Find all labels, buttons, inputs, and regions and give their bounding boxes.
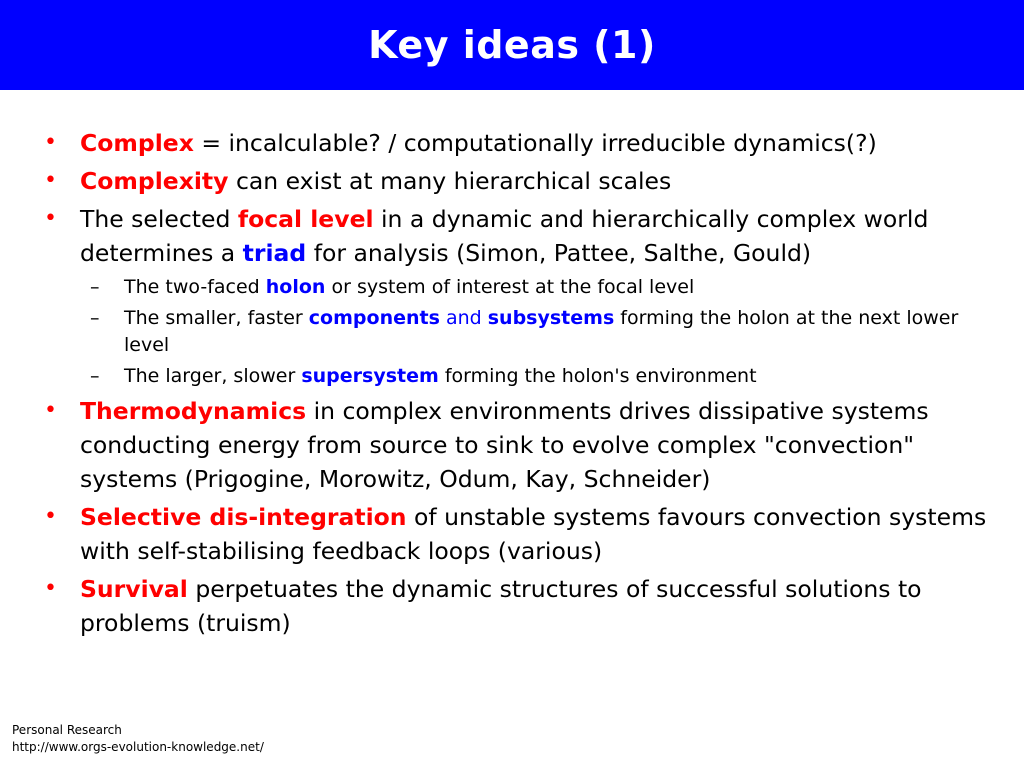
keyword-selective-dis-integration: Selective dis-integration <box>80 503 407 531</box>
keyword-holon: holon <box>265 276 326 298</box>
bullet-item-complexity <box>44 164 1004 198</box>
bullet-text: The selected <box>80 205 238 233</box>
footer-url: http://www.orgs-evolution-knowledge.net/ <box>12 740 264 754</box>
sub-item-holon <box>90 274 1004 301</box>
bullet-item-focal-level <box>44 202 1004 270</box>
keyword-complex: Complex <box>80 129 194 157</box>
sub-item-text: forming the holon at the next lower level <box>124 307 959 356</box>
bullet-icon: • <box>44 576 57 601</box>
bullet-text: = incalculable? / computationally irreducible dynamics(?) <box>193 129 877 157</box>
keyword-complexity: Complexity <box>80 167 229 195</box>
sub-item-components <box>90 305 1004 359</box>
keyword-focal-level: focal level <box>237 205 374 233</box>
bullet-text: can exist at many hierarchical scales <box>228 167 672 195</box>
bullet-icon: • <box>44 168 57 193</box>
bullet-item-survival <box>44 572 1004 640</box>
title-bar <box>0 0 1024 90</box>
bullet-text: in a dynamic and hierarchically complex world determines a <box>80 205 929 267</box>
keyword-survival: Survival <box>80 575 188 603</box>
sub-item-text: The two-faced <box>124 276 266 298</box>
bullet-icon: • <box>44 130 57 155</box>
keyword-subsystems: subsystems <box>487 307 615 329</box>
slide-title: Key ideas (1) <box>368 23 656 67</box>
bullet-icon: • <box>44 398 57 423</box>
bullet-text: of unstable systems favours convection systems with self-stabilising feedback loops (various) <box>80 503 987 565</box>
keyword-supersystem: supersystem <box>301 365 439 387</box>
bullet-text: in complex environments drives dissipative systems conducting energy from source to sink to evolve complex "convection" systems (Prigogine, Morowitz, Odum, Kay, Schneider) <box>80 397 929 493</box>
sub-item-text: or system of interest at the focal level <box>325 276 695 298</box>
dash-icon: – <box>90 276 100 298</box>
bullet-icon: • <box>44 206 57 231</box>
bullet-text: for analysis (Simon, Pattee, Salthe, Gould) <box>306 239 812 267</box>
keyword-thermodynamics: Thermodynamics <box>80 397 307 425</box>
sub-item-text: and <box>439 307 488 329</box>
dash-icon: – <box>90 307 100 329</box>
bullet-item-complex <box>44 126 1004 160</box>
sub-item-text: The larger, slower <box>124 365 302 387</box>
bullet-item-selective-dis-integration <box>44 500 1004 568</box>
footer <box>12 722 264 756</box>
bullet-item-thermodynamics <box>44 394 1004 496</box>
bullet-icon: • <box>44 504 57 529</box>
slide-content <box>44 126 1004 644</box>
keyword-components: components <box>308 307 440 329</box>
footer-line-1: Personal Research <box>12 723 122 737</box>
keyword-triad: triad <box>242 239 307 267</box>
sub-item-text: The smaller, faster <box>124 307 309 329</box>
sub-item-supersystem <box>90 363 1004 390</box>
bullet-text: perpetuates the dynamic structures of successful solutions to problems (truism) <box>80 575 922 637</box>
sub-item-text: forming the holon's environment <box>438 365 757 387</box>
dash-icon: – <box>90 365 100 387</box>
